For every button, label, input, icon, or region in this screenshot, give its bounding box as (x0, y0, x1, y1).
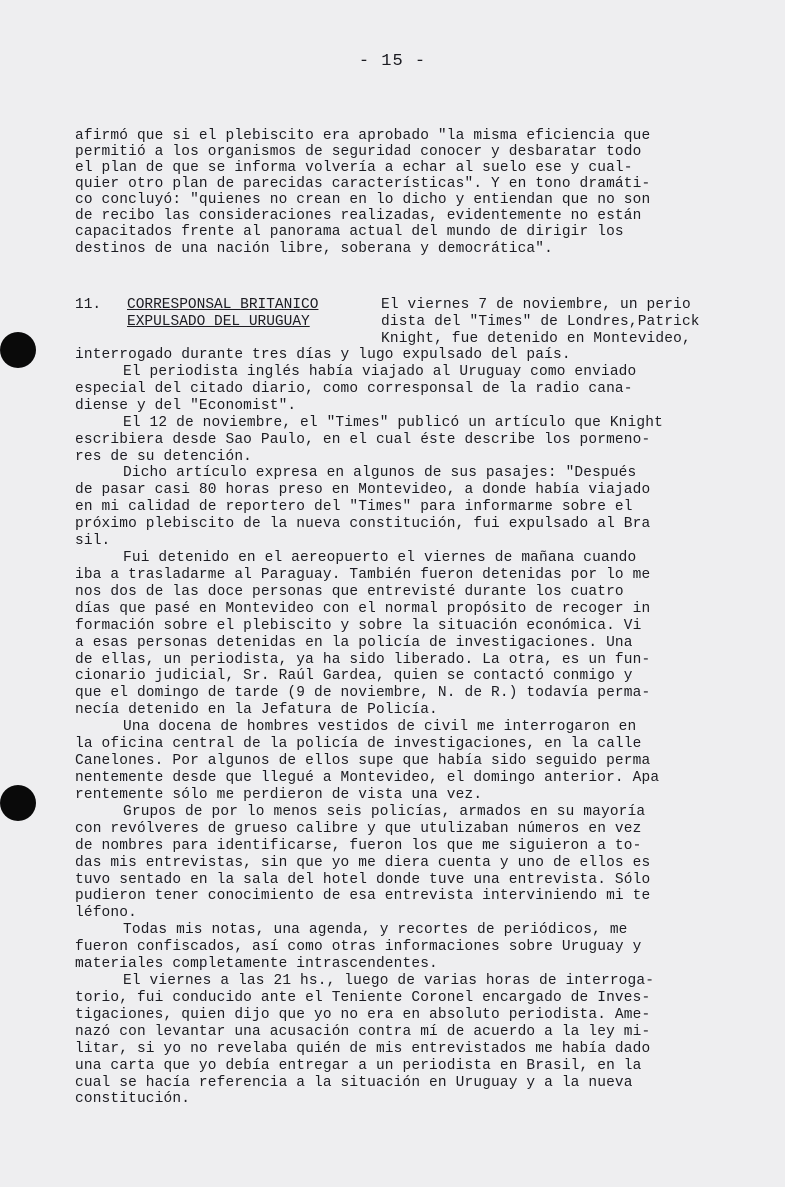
text-line: interrogado durante tres días y lugo expulsado del país. (75, 347, 571, 363)
text-line: necía detenido en la Jefatura de Policía. (75, 702, 438, 718)
text-line: cual se hacía referencia a la situación en Uruguay y a la nueva (75, 1075, 633, 1091)
text-line: nazó con levantar una acusación contra mí de acuerdo a la ley mi- (75, 1024, 651, 1040)
text-line: que el domingo de tarde (9 de noviembre, N. de R.) todavía perma- (75, 685, 651, 701)
text-line: días que pasé en Montevideo con el normal propósito de recoger in (75, 601, 651, 617)
text-line: con revólveres de grueso calibre y que utulizaban números en vez (75, 821, 642, 837)
text-line: nentemente desde que llegué a Montevideo, el domingo anterior. Apa (75, 770, 660, 786)
section-title-line-1: CORRESPONSAL BRITANICO (127, 297, 319, 313)
text-line: quier otro plan de parecidas características". Y en tono dramáti- (75, 176, 651, 192)
text-line: Todas mis notas, una agenda, y recortes de periódicos, me (123, 922, 628, 938)
text-line: dista del "Times" de Londres,Patrick (381, 314, 700, 330)
text-line: res de su detención. (75, 449, 253, 465)
section-number: 11. (75, 297, 102, 313)
text-line: tuvo sentado en la sala del hotel donde tuve una entrevista. Sólo (75, 872, 651, 888)
text-line: diense y del "Economist". (75, 398, 297, 414)
section-title-line-2: EXPULSADO DEL URUGUAY (127, 314, 310, 330)
text-line: especial del citado diario, como corresponsal de la radio cana- (75, 381, 633, 397)
text-line: fueron confiscados, así como otras informaciones sobre Uruguay y (75, 939, 642, 955)
text-line: de recibo las consideraciones realizadas, evidentemente no están (75, 208, 642, 224)
text-line: en mi calidad de reportero del "Times" para informarme sobre el (75, 499, 633, 515)
text-line: el plan de que se informa volvería a echar al suelo ese y cual- (75, 160, 633, 176)
text-line: tigaciones, quien dijo que yo no era en absoluto periodista. Ame- (75, 1007, 651, 1023)
text-line: sil. (75, 533, 111, 549)
text-line: nos dos de las doce personas que entrevisté durante los cuatro (75, 584, 624, 600)
text-line: Dicho artículo expresa en algunos de sus pasajes: "Después (123, 465, 637, 481)
text-line: El viernes 7 de noviembre, un perio (381, 297, 691, 313)
text-line: El 12 de noviembre, el "Times" publicó un artículo que Knight (123, 415, 663, 431)
text-line: Knight, fue detenido en Montevideo, (381, 331, 691, 347)
text-line: co concluyó: "quienes no crean en lo dicho y entiendan que no son (75, 192, 651, 208)
text-line: torio, fui conducido ante el Teniente Coronel encargado de Inves- (75, 990, 651, 1006)
text-line: afirmó que si el plebiscito era aprobado "la misma eficiencia que (75, 128, 651, 144)
text-line: escribiera desde Sao Paulo, en el cual éste describe los pormeno- (75, 432, 651, 448)
text-line: permitió a los organismos de seguridad conocer y desbaratar todo (75, 144, 642, 160)
text-line: de pasar casi 80 horas preso en Montevideo, a donde había viajado (75, 482, 651, 498)
text-line: formación sobre el plebiscito y sobre la situación económica. Vi (75, 618, 642, 634)
text-line: próximo plebiscito de la nueva constitución, fui expulsado al Bra (75, 516, 651, 532)
text-line: litar, si yo no revelaba quién de mis entrevistados me había dado (75, 1041, 651, 1057)
text-line: El viernes a las 21 hs., luego de varias horas de interroga- (123, 973, 655, 989)
punch-hole (0, 785, 36, 821)
text-line: a esas personas detenidas en la policía de investigaciones. Una (75, 635, 633, 651)
text-line: de nombres para identificarse, fueron los que me siguieron a to- (75, 838, 642, 854)
text-line: capacitados frente al panorama actual del mundo de dirigir los (75, 224, 624, 240)
text-line: cionario judicial, Sr. Raúl Gardea, quien se contactó conmigo y (75, 668, 633, 684)
text-line: destinos de una nación libre, soberana y democrática". (75, 241, 553, 257)
text-line: das mis entrevistas, sin que yo me diera cuenta y uno de ellos es (75, 855, 651, 871)
text-line: constitución. (75, 1091, 191, 1107)
text-line: iba a trasladarme al Paraguay. También fueron detenidas por lo me (75, 567, 651, 583)
page-number: - 15 - (358, 52, 427, 71)
text-line: rentemente sólo me perdieron de vista una vez. (75, 787, 483, 803)
text-line: El periodista inglés había viajado al Uruguay como enviado (123, 364, 637, 380)
text-line: pudieron tener conocimiento de esa entrevista interviniendo mi te (75, 888, 651, 904)
text-line: una carta que yo debía entregar a un periodista en Brasil, en la (75, 1058, 642, 1074)
text-line: léfono. (75, 905, 137, 921)
text-line: de ellas, un periodista, ya ha sido liberado. La otra, es un fun- (75, 652, 651, 668)
text-line: materiales completamente intrascendentes. (75, 956, 438, 972)
text-line: Fui detenido en el aereopuerto el viernes de mañana cuando (123, 550, 637, 566)
text-line: Canelones. Por algunos de ellos supe que había sido seguido perma (75, 753, 651, 769)
text-line: la oficina central de la policía de investigaciones, en la calle (75, 736, 642, 752)
punch-hole (0, 332, 36, 368)
text-line: Grupos de por lo menos seis policías, armados en su mayoría (123, 804, 646, 820)
text-line: Una docena de hombres vestidos de civil me interrogaron en (123, 719, 637, 735)
